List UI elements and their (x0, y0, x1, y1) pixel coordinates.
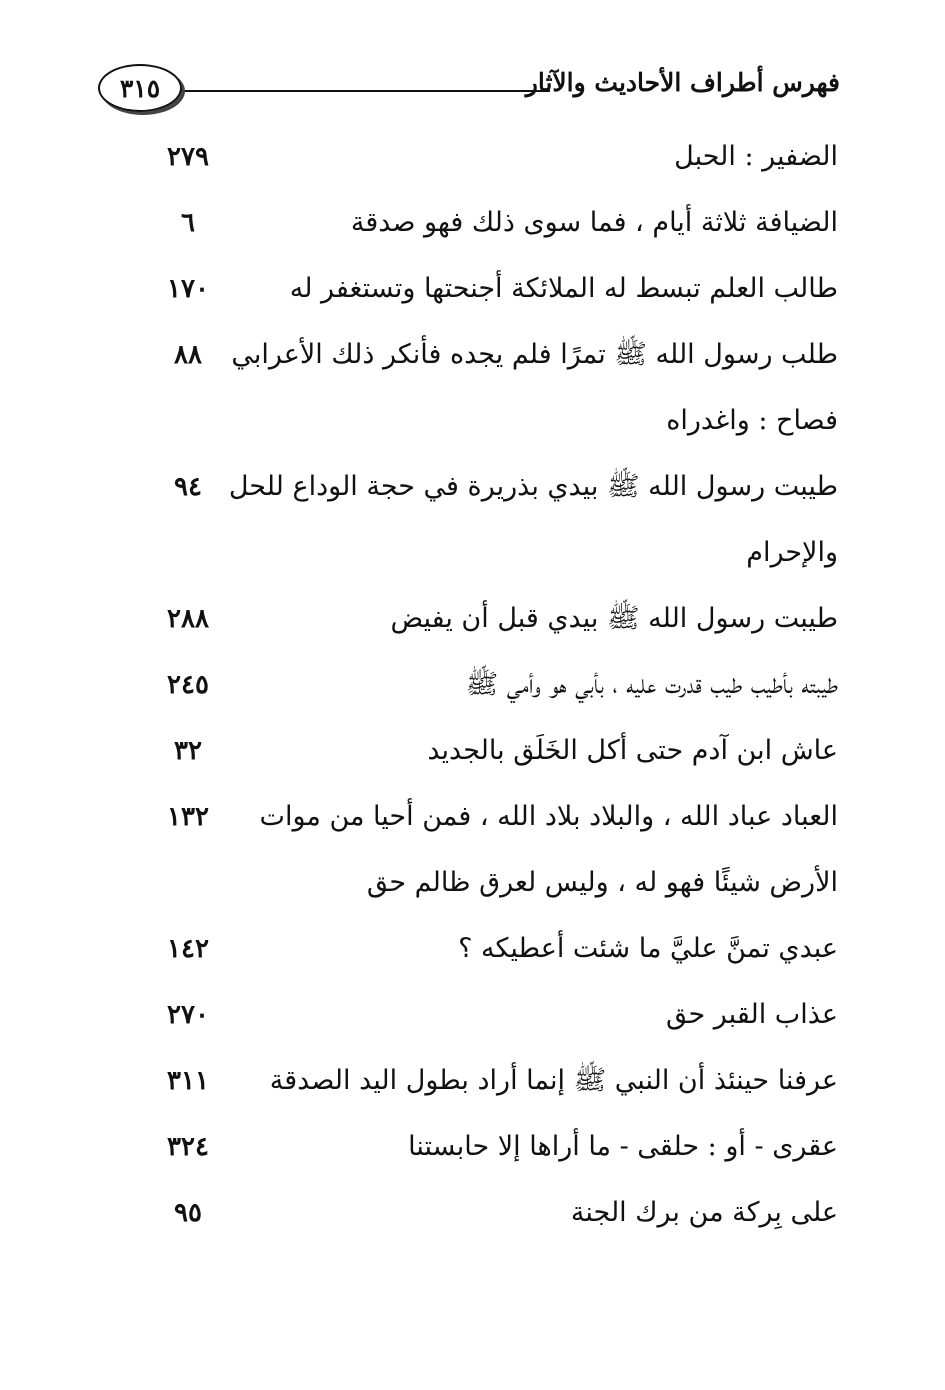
index-entry (150, 1114, 838, 1180)
index-entry (150, 1048, 838, 1114)
index-entry (150, 256, 838, 322)
entry-text: عرفنا حينئذ أن النبي ﷺ إنما أراد بطول اليد الصدقة (269, 1065, 838, 1096)
entry-page-number: ٩٥ (174, 1198, 202, 1228)
index-entry (150, 1180, 838, 1246)
entry-text: طيبت رسول الله ﷺ بيدي بذريرة في حجة الوداع للحل (228, 471, 838, 502)
entry-text: طالب العلم تبسط له الملائكة أجنحتها وتستغفر له (289, 273, 838, 304)
entry-text: عقرى - أو : حلقى - ما أراها إلا حابستنا (408, 1131, 838, 1162)
index-entry (150, 124, 838, 190)
page-header (98, 64, 840, 114)
entry-page-number: ١٣٢ (167, 802, 209, 832)
entry-text: على بِركة من برك الجنة (570, 1197, 838, 1228)
entry-text: طلب رسول الله ﷺ تمرًا فلم يجده فأنكر ذلك الأعرابي (231, 339, 838, 370)
entry-text: عاش ابن آدم حتى أكل الخَلَق بالجديد (427, 735, 838, 766)
running-title: فهرس أطراف الأحاديث والآثار (525, 68, 840, 97)
entry-page-number: ٢٤٥ (167, 670, 209, 700)
index-entry (150, 322, 838, 454)
entry-page-number: ٢٨٨ (167, 604, 209, 634)
entry-text: طيبت رسول الله ﷺ بيدي قبل أن يفيض (390, 603, 838, 634)
entry-text-continuation: الأرض شيئًا فهو له ، وليس لعرق ظالم حق (366, 867, 838, 898)
header-rule (180, 90, 550, 92)
entry-page-number: ٦ (181, 208, 195, 238)
entry-text-continuation: فصاح : واغدراه (666, 405, 838, 436)
entry-page-number: ١٧٠ (167, 274, 209, 304)
entry-text: الضفير : الحبل (674, 141, 838, 172)
index-entry (150, 586, 838, 652)
index-entry (150, 916, 838, 982)
index-entry (150, 718, 838, 784)
index-entry (150, 982, 838, 1048)
entry-text: عبدي تمنَّ عليَّ ما شئت أعطيكه ؟ (458, 933, 838, 964)
index-entry (150, 652, 838, 718)
page-number-badge: ٣١٥ (98, 64, 182, 112)
entry-page-number: ٢٧٩ (167, 142, 209, 172)
entry-text: العباد عباد الله ، والبلاد بلاد الله ، فمن أحيا من موات (259, 801, 838, 832)
entry-page-number: ٩٤ (174, 472, 202, 502)
index-entry (150, 784, 838, 916)
entry-text-continuation: والإحرام (746, 537, 838, 568)
entry-page-number: ٣١١ (167, 1066, 209, 1096)
entry-page-number: ٣٢ (174, 736, 202, 766)
entry-text: طيبته بأطيب طيب قدرت عليه ، بأبي هو وأمي ﷺ (465, 669, 838, 700)
entry-text: عذاب القبر حق (665, 999, 838, 1030)
entry-page-number: ١٤٢ (167, 934, 209, 964)
index-entries (150, 124, 838, 1246)
entry-text: الضيافة ثلاثة أيام ، فما سوى ذلك فهو صدقة (350, 207, 838, 238)
index-entry (150, 190, 838, 256)
index-entry (150, 454, 838, 586)
entry-page-number: ٢٧٠ (167, 1000, 209, 1030)
entry-page-number: ٨٨ (174, 340, 202, 370)
entry-page-number: ٣٢٤ (167, 1132, 209, 1162)
